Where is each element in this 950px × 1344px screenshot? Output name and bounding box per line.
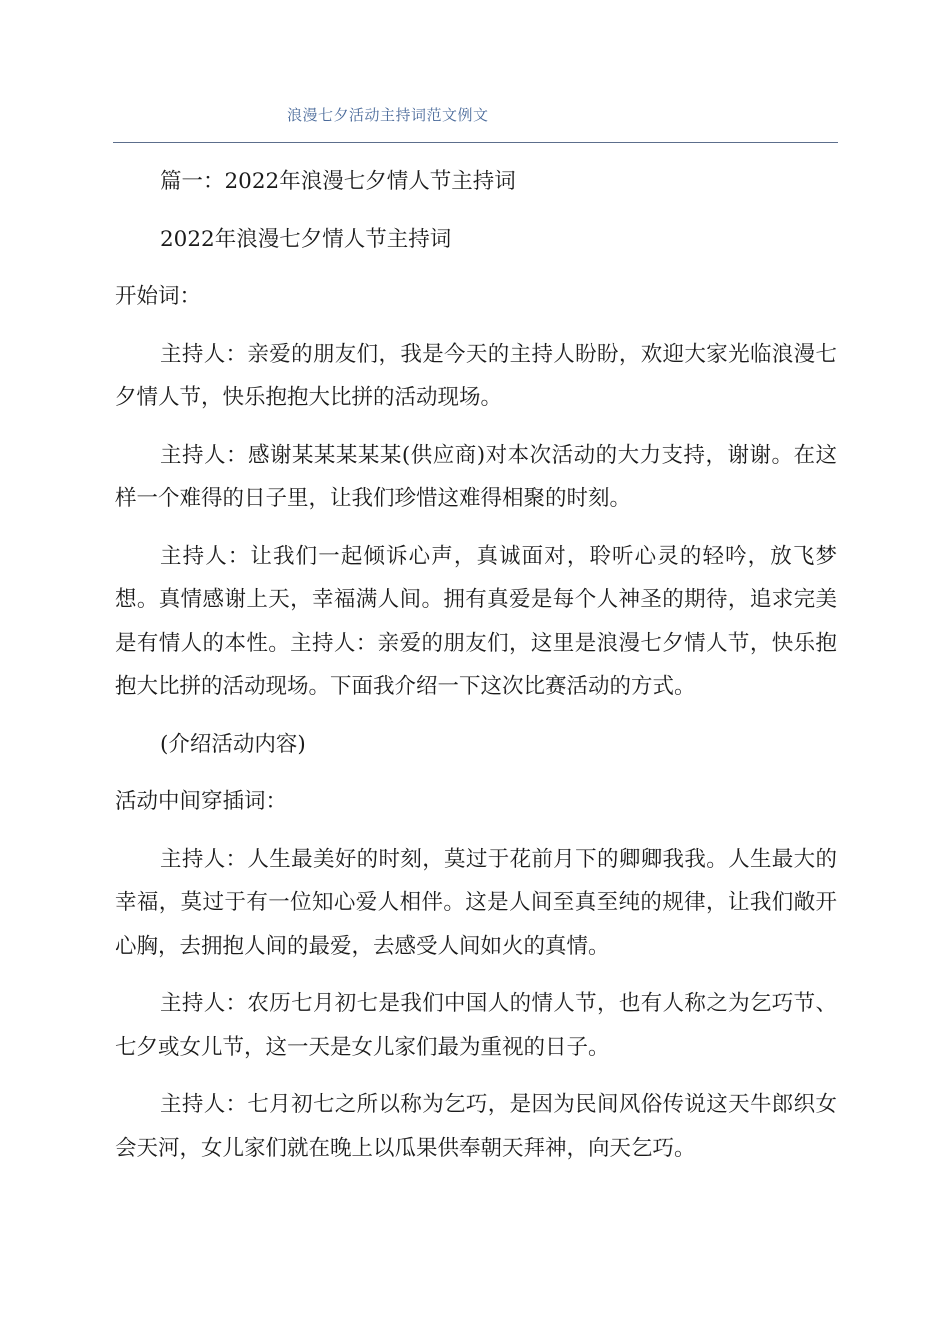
paragraph-note: (介绍活动内容) (160, 731, 306, 757)
paragraph: 主持人：七月初七之所以称为乞巧，是因为民间风俗传说这天牛郎织女会天河，女儿家们就在晚上以瓜果供奉朝天拜神，向天乞巧。 (115, 1092, 837, 1161)
document-body (115, 160, 837, 1184)
paragraph-section-title: 篇一：2022年浪漫七夕情人节主持词 (160, 169, 516, 194)
paragraph-interlude-label: 活动中间穿插词： (115, 789, 288, 814)
paragraph: 主持人：亲爱的朋友们，我是今天的主持人盼盼，欢迎大家光临浪漫七夕情人节，快乐抱抱大比拼的活动现场。 (115, 341, 837, 410)
paragraph: 主持人：让我们一起倾诉心声，真诚面对，聆听心灵的轻吟，放飞梦想。真情感谢上天，幸福满人间。拥有真爱是每个人神圣的期待，追求完美是有情人的本性。主持人：亲爱的朋友们，这里是浪漫七夕情人节，快乐抱抱大比拼的活动现场。下面我介绍一下这次比赛活动的方式。 (115, 543, 837, 699)
paragraph: 主持人：人生最美好的时刻，莫过于花前月下的卿卿我我。人生最大的幸福，莫过于有一位知心爱人相伴。这是人间至真至纯的规律，让我们敞开心胸，去拥抱人间的最爱，去感受人间如火的真情。 (115, 846, 837, 959)
paragraph-opening-label: 开始词： (115, 284, 202, 309)
paragraph: 主持人：感谢某某某某某(供应商)对本次活动的大力支持，谢谢。在这样一个难得的日子里，让我们珍惜这难得相聚的时刻。 (115, 442, 837, 511)
header-title: 浪漫七夕活动主持词范文例文 (287, 106, 489, 124)
paragraph-subtitle: 2022年浪漫七夕情人节主持词 (160, 226, 452, 252)
paragraph: 主持人：农历七月初七是我们中国人的情人节，也有人称之为乞巧节、七夕或女儿节，这一天是女儿家们最为重视的日子。 (115, 991, 837, 1060)
header-divider (113, 142, 838, 143)
